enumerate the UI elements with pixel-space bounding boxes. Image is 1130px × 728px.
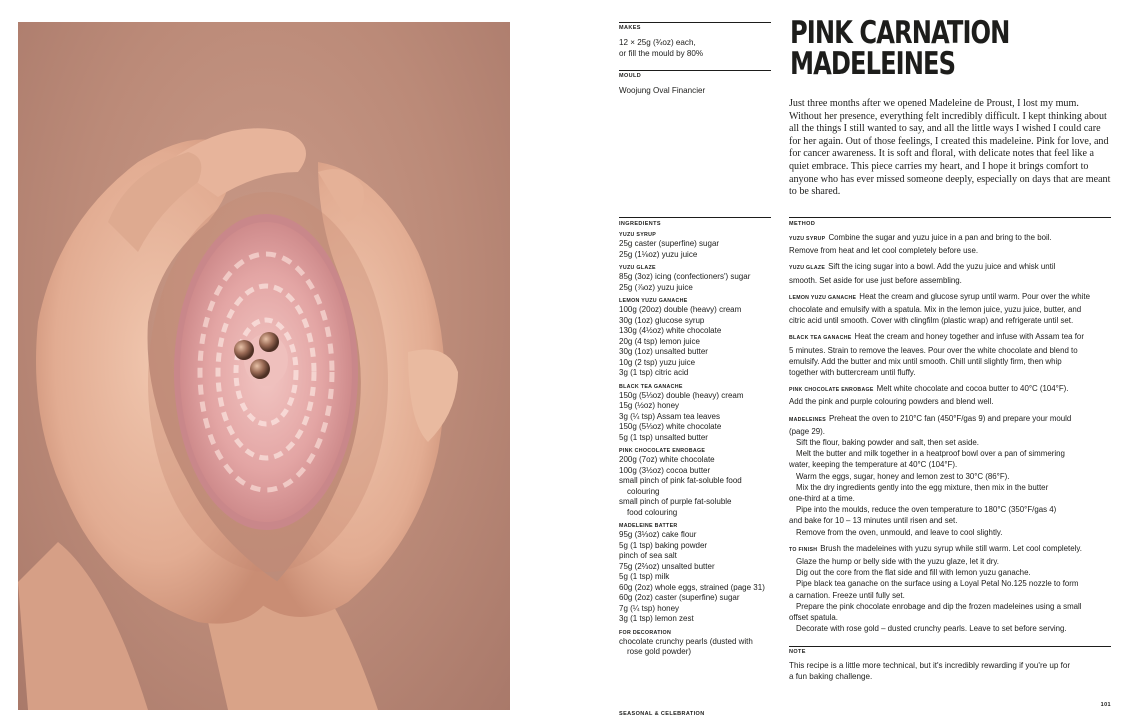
ingredient-line: 100g (20oz) double (heavy) cream xyxy=(619,305,742,314)
ingredient-line: pinch of sea salt xyxy=(619,551,677,560)
method-step xyxy=(789,232,1111,256)
method-step xyxy=(789,413,1111,538)
pink-carnation-madeleine xyxy=(174,214,358,530)
page-number: 101 xyxy=(1100,702,1111,708)
method-step-text: Glaze the hump or belly side with the yuzu glaze, let it dry. xyxy=(796,557,999,567)
ingredient-group-title: LEMON YUZU GANACHE xyxy=(619,298,688,304)
method-step-text: emulsify. Add the butter and mix until smooth. Chill until slightly firm, then whip xyxy=(789,356,1062,366)
note-box xyxy=(789,648,1111,682)
makes-line: 12 × 25g (¾oz) each, xyxy=(619,38,696,47)
method-step-text: Sift the icing sugar into a bowl. Add the yuzu juice and whisk until xyxy=(828,262,1056,272)
method-step-text: citric acid until smooth. Cover with clingfilm (plastic wrap) and refrigerate until set. xyxy=(789,316,1074,326)
method-step-title: TO FINISH xyxy=(789,546,818,553)
note-rule xyxy=(789,646,1111,647)
ingredient-line: 3g (1 tsp) lemon zest xyxy=(619,614,694,623)
ingredient-line: 5g (1 tsp) milk xyxy=(619,572,670,581)
method-step-text: Pipe into the moulds, reduce the oven temperature to 180°C (350°F/gas 4) xyxy=(796,505,1057,515)
note-line: This recipe is a little more technical, but it's incredibly rewarding if you're up for xyxy=(789,661,1071,670)
method-step-text: Combine the sugar and yuzu juice in a pan and bring to the boil. xyxy=(828,233,1052,242)
method-step-text: Dig out the core from the flat side and fill with lemon yuzu ganache. xyxy=(796,568,1031,578)
pearl-3 xyxy=(250,359,270,379)
ingredient-line: food colouring xyxy=(627,507,678,517)
method-step-text: Mix the dry ingredients gently into the egg mixture, then mix in the butter xyxy=(796,482,1049,492)
ingredient-line: 100g (3½oz) cocoa butter xyxy=(619,465,711,475)
method-step-text: Sift the flour, baking powder and salt, then set aside. xyxy=(796,438,979,448)
ingredient-group-title: FOR DECORATION xyxy=(619,629,672,636)
ingredient-line: chocolate crunchy pearls (dusted with xyxy=(619,636,753,646)
method-step-title: BLACK TEA GANACHE xyxy=(789,335,852,342)
ingredient-line: 150g (5⅓oz) double (heavy) cream xyxy=(619,390,744,400)
ingredient-line: colouring xyxy=(627,486,660,496)
note-line: a fun baking challenge. xyxy=(789,671,873,681)
method-step-title: YUZU SYRUP xyxy=(789,236,826,242)
ingredient-line: 30g (1oz) glucose syrup xyxy=(619,315,705,325)
mould-label: MOULD xyxy=(619,73,642,79)
ingredient-line: 25g (⅞oz) yuzu juice xyxy=(619,282,693,292)
ingredient-line: 5g (1 tsp) unsalted butter xyxy=(619,432,708,442)
title-line: PINK CARNATION xyxy=(790,15,1010,51)
method-step-text: Remove from heat and let cool completely before use. xyxy=(789,246,979,256)
ingredient-group-title: MADELEINE BATTER xyxy=(619,523,678,529)
method-step-text: and bake for 10 – 13 minutes until risen and set. xyxy=(789,516,958,526)
method-step-title: PINK CHOCOLATE ENROBAGE xyxy=(789,387,874,394)
mould-value: Woojung Oval Financier xyxy=(619,86,706,95)
title-line: MADELEINES xyxy=(790,46,956,82)
method-step xyxy=(789,543,1111,635)
method-step-text: 5 minutes. Strain to remove the leaves. Pour over the white chocolate and blend to xyxy=(789,345,1078,355)
method-label: METHOD xyxy=(789,221,816,227)
method-step-title: LEMON YUZU GANACHE xyxy=(789,294,857,301)
ingredient-line: 30g (1oz) unsalted butter xyxy=(619,347,708,356)
makes-line: or fill the mould by 80% xyxy=(619,48,704,58)
pearl-1 xyxy=(234,340,254,360)
method-step-text: Heat the cream and glucose syrup until warm. Pour over the white xyxy=(859,291,1090,301)
ingredient-line: 3g (1 tsp) citric acid xyxy=(619,368,689,377)
mould-rule xyxy=(619,70,771,71)
method-step-text: Melt white chocolate and cocoa butter to 40°C (104°F). xyxy=(876,384,1069,394)
method-step-text: Prepare the pink chocolate enrobage and dip the frozen madeleines using a small xyxy=(796,601,1082,611)
method-step-text: together with buttercream until fluffy. xyxy=(789,368,916,378)
makes-value xyxy=(619,38,703,59)
method-step-text: water, keeping the temperature at 40°C (104°F). xyxy=(789,460,958,470)
ingredient-group-title: BLACK TEA GANACHE xyxy=(619,383,683,390)
method-step-text: one-third at a time. xyxy=(789,494,855,504)
makes-rule xyxy=(619,22,771,23)
ingredient-group-title: YUZU SYRUP xyxy=(619,232,657,238)
ingredient-line: 5g (1 tsp) baking powder xyxy=(619,540,708,550)
ingredients-list xyxy=(619,218,771,658)
page-footer xyxy=(619,702,1111,720)
ingredient-line: 75g (2⅔oz) unsalted butter xyxy=(619,561,715,571)
hero-photo xyxy=(18,22,510,710)
method-step-text: a carnation. Freeze until fully set. xyxy=(789,590,905,600)
ingredient-line: 60g (2oz) caster (superfine) sugar xyxy=(619,593,740,602)
method-step-text: Remove from the oven, unmould, and leave to cool slightly. xyxy=(796,527,1003,537)
ingredient-line: 10g (2 tsp) yuzu juice xyxy=(619,357,696,367)
hands-holding-madeleine-illustration xyxy=(18,22,510,710)
method-step-title: YUZU GLAZE xyxy=(789,265,826,272)
method-step-text: offset spatula. xyxy=(789,613,838,623)
method-step-text: Brush the madeleines with yuzu syrup while still warm. Let cool completely. xyxy=(820,543,1082,553)
ingredient-line: rose gold powder) xyxy=(627,647,692,656)
ingredient-line: 25g caster (superfine) sugar xyxy=(619,239,720,248)
ingredient-line: 60g (2oz) whole eggs, strained (page 31) xyxy=(619,582,765,592)
method-step-text: Preheat the oven to 210°C fan (450°F/gas 9) and prepare your mould xyxy=(829,413,1072,423)
method-step-text: Melt the butter and milk together in a heatproof bowl over a pan of simmering xyxy=(796,449,1065,459)
ingredient-line: 85g (3oz) icing (confectioners') sugar xyxy=(619,272,751,281)
method-step-text: smooth. Set aside for use just before assembling. xyxy=(789,275,962,285)
method-step-text: Heat the cream and honey together and infuse with Assam tea for xyxy=(854,332,1084,342)
method-list xyxy=(789,218,1111,635)
note-label: NOTE xyxy=(789,649,806,655)
ingredient-line: 25g (1⅛oz) yuzu juice xyxy=(619,249,698,259)
ingredient-line: 200g (7oz) white chocolate xyxy=(619,455,715,464)
ingredient-group-title: YUZU GLAZE xyxy=(619,265,656,271)
method-step-text: (page 29). xyxy=(789,426,825,436)
ingredient-line: 150g (5⅓oz) white chocolate xyxy=(619,422,722,431)
method-step-text: Add the pink and purple colouring powders and blend well. xyxy=(789,397,994,407)
recipe-title xyxy=(790,15,1040,82)
method-step-text: chocolate and emulsify with a spatula. Mix in the lemon juice, yuzu juice, butter, and xyxy=(789,305,1082,315)
method-step xyxy=(789,383,1111,407)
method-step-title: MADELEINES xyxy=(789,416,827,423)
method-step-text: Decorate with rose gold – dusted crunchy pearls. Leave to set before serving. xyxy=(796,624,1067,634)
method-step-text: Pipe black tea ganache on the surface using a Loyal Petal No.125 nozzle to form xyxy=(796,579,1079,589)
method-step xyxy=(789,291,1111,327)
makes-label: MAKES xyxy=(619,25,641,31)
ingredients-label: INGREDIENTS xyxy=(619,221,661,227)
ingredient-line: 15g (½oz) honey xyxy=(619,401,680,410)
ingredient-line: small pinch of pink fat-soluble food xyxy=(619,476,742,485)
ingredient-line: 20g (4 tsp) lemon juice xyxy=(619,336,700,346)
ingredient-line: 7g (¼ tsp) honey xyxy=(619,603,680,613)
method-step xyxy=(789,261,1111,285)
ingredient-line: 95g (3⅓oz) cake flour xyxy=(619,530,697,539)
intro-paragraph: Just three months after we opened Madeleine de Proust, I lost my mum. Without her presence, everything felt incredibly difficult. I kept thinking about all the things I still wanted to say, and all the little ways I wished I could care for her again. Out of those feelings, I created this madeleine. Pink for love, and for cancer awareness. It is soft and floral, with delicate notes that feel like a quiet embrace. This piece carries my heart, and I hope it brings comfort to anyone who has ever missed someone deeply, especially on days that are meant to be shared. xyxy=(789,98,1111,198)
pearl-2 xyxy=(259,332,279,352)
ingredient-line: 3g (¼ tsp) Assam tea leaves xyxy=(619,411,720,421)
footer-section: SEASONAL & CELEBRATION xyxy=(619,711,705,717)
ingredient-line: 130g (4½oz) white chocolate xyxy=(619,326,722,335)
ingredient-group-title: PINK CHOCOLATE ENROBAGE xyxy=(619,448,706,454)
method-step xyxy=(789,331,1111,378)
method-step-text: Warm the eggs, sugar, honey and lemon zest to 30°C (86°F). xyxy=(796,471,1010,481)
ingredient-line: small pinch of purple fat-soluble xyxy=(619,497,732,506)
